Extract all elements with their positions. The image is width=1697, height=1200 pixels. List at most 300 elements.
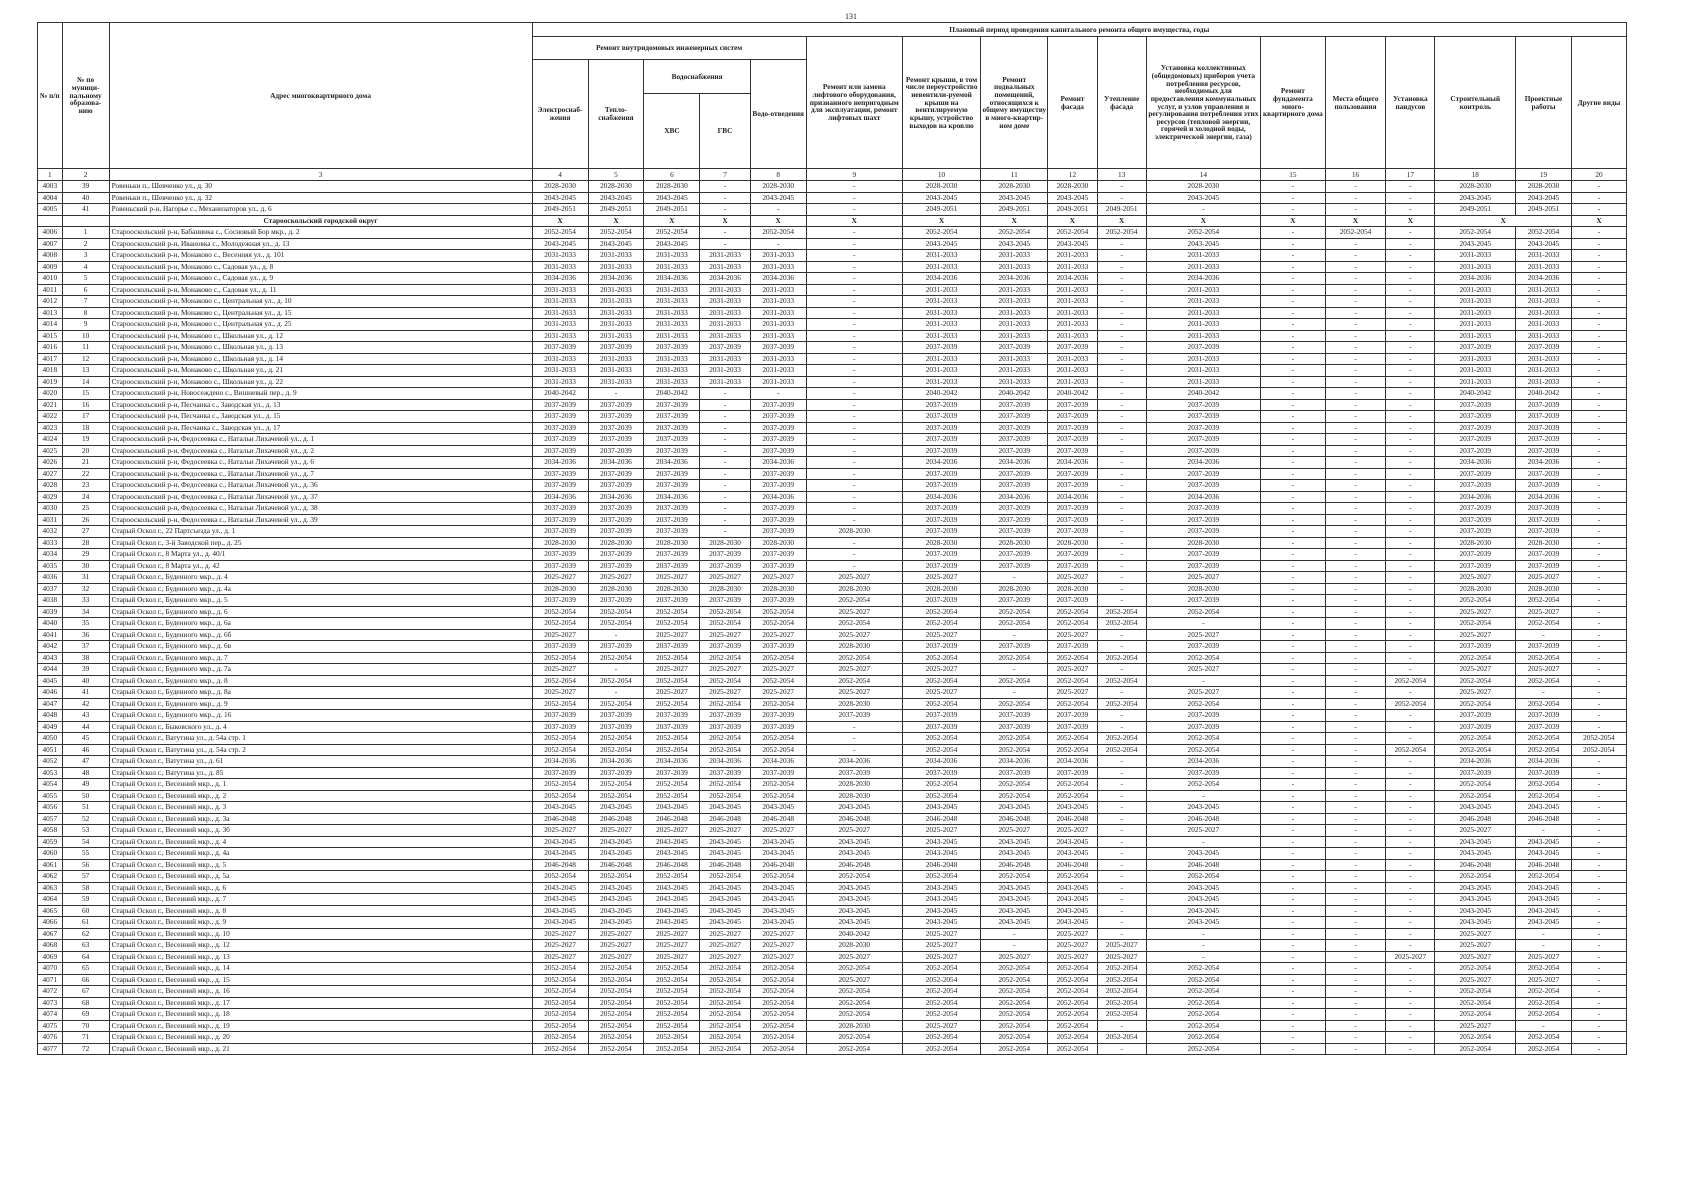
table-cell: 2043-2045 [1048, 836, 1097, 848]
table-cell: 27 [62, 526, 109, 538]
table-cell: 2031-2033 [700, 284, 750, 296]
table-cell: 2031-2033 [750, 353, 806, 365]
table-cell: 2037-2039 [981, 767, 1048, 779]
table-cell: 2037-2039 [981, 422, 1048, 434]
table-cell: 2052-2054 [750, 997, 806, 1009]
table-cell: 2037-2039 [1146, 549, 1260, 561]
table-cell: 4018 [38, 365, 63, 377]
table-cell: 2031-2033 [700, 376, 750, 388]
section-mark: X [1386, 215, 1435, 227]
table-cell: - [1097, 468, 1146, 480]
table-cell: 2031-2033 [532, 284, 588, 296]
table-cell: 2052-2054 [1048, 1009, 1097, 1021]
table-cell: 2052-2054 [750, 779, 806, 791]
table-row [38, 687, 1627, 699]
table-cell: 2052-2054 [750, 618, 806, 630]
table-cell: 2043-2045 [981, 836, 1048, 848]
table-cell: 2031-2033 [644, 319, 700, 331]
table-cell: 2052-2054 [902, 744, 980, 756]
table-row [38, 813, 1627, 825]
table-cell: 2052-2054 [700, 744, 750, 756]
table-cell: 2052-2054 [1097, 618, 1146, 630]
table-cell: 2052-2054 [588, 652, 644, 664]
table-cell: 2025-2027 [532, 664, 588, 676]
table-cell: 2031-2033 [532, 376, 588, 388]
table-cell: 2028-2030 [532, 537, 588, 549]
table-cell: 2043-2045 [532, 192, 588, 204]
table-cell: 4028 [38, 480, 63, 492]
table-cell: 2052-2054 [1435, 997, 1516, 1009]
table-cell: - [1386, 422, 1435, 434]
table-cell: 2037-2039 [700, 710, 750, 722]
table-cell: 2052-2054 [1146, 974, 1260, 986]
table-cell: - [1260, 434, 1325, 446]
table-cell: 2037-2039 [644, 721, 700, 733]
table-cell: 2043-2045 [1048, 894, 1097, 906]
table-cell: - [1097, 756, 1146, 768]
table-cell: 2025-2027 [1516, 664, 1572, 676]
table-cell: 2031-2033 [902, 353, 980, 365]
table-cell: 2031-2033 [1146, 330, 1260, 342]
table-cell: 2025-2027 [1048, 825, 1097, 837]
table-cell: 2037-2039 [1048, 411, 1097, 423]
table-cell: 2031-2033 [750, 330, 806, 342]
table-cell: - [1097, 434, 1146, 446]
table-cell: 4065 [38, 905, 63, 917]
table-cell: 2046-2048 [1516, 859, 1572, 871]
table-cell: 2025-2027 [588, 940, 644, 952]
table-cell: 2031-2033 [588, 376, 644, 388]
table-cell: 2046-2048 [1435, 813, 1516, 825]
table-cell: 2037-2039 [750, 480, 806, 492]
table-cell: - [806, 330, 902, 342]
table-cell: - [1260, 181, 1325, 193]
table-cell: - [1386, 940, 1435, 952]
table-cell: 2031-2033 [981, 376, 1048, 388]
address-cell: Старооскольский р-н, Монаково с., Садовая ул., д. 9 [109, 273, 532, 285]
table-cell: - [1260, 526, 1325, 538]
table-cell: 2034-2036 [700, 273, 750, 285]
table-cell: 52 [62, 813, 109, 825]
table-cell: 2052-2054 [1386, 698, 1435, 710]
table-cell: 2037-2039 [1048, 468, 1097, 480]
table-cell: 2025-2027 [902, 940, 980, 952]
table-cell: - [1260, 399, 1325, 411]
capital-repair-table [37, 22, 1627, 1055]
table-cell: 4073 [38, 997, 63, 1009]
table-cell: 2025-2027 [806, 974, 902, 986]
table-row [38, 871, 1627, 883]
table-cell: - [1571, 802, 1626, 814]
table-cell: 2037-2039 [981, 434, 1048, 446]
table-cell: 2034-2036 [981, 756, 1048, 768]
table-cell: 2037-2039 [1435, 411, 1516, 423]
table-cell: 2025-2027 [1435, 825, 1516, 837]
table-cell: 2052-2054 [902, 997, 980, 1009]
table-cell: 2028-2030 [750, 181, 806, 193]
table-cell: 2037-2039 [981, 445, 1048, 457]
table-cell: 2052-2054 [1146, 744, 1260, 756]
col-row-id: № п/п [38, 23, 63, 169]
table-cell: 2025-2027 [1516, 572, 1572, 584]
table-cell: 2037-2039 [700, 595, 750, 607]
table-cell: - [1325, 411, 1385, 423]
table-row [38, 675, 1627, 687]
table-cell: 2043-2045 [644, 802, 700, 814]
table-cell: - [1260, 675, 1325, 687]
table-cell: 2043-2045 [644, 848, 700, 860]
section-mark: X [981, 215, 1048, 227]
col-construction-control: Строительный контроль [1435, 37, 1516, 169]
table-cell: 2028-2030 [1146, 537, 1260, 549]
table-cell: - [806, 376, 902, 388]
table-cell: - [1571, 307, 1626, 319]
table-cell: - [1325, 250, 1385, 262]
table-cell: 2031-2033 [902, 250, 980, 262]
table-cell: 2040-2042 [1516, 388, 1572, 400]
table-row [38, 664, 1627, 676]
table-cell: 2043-2045 [750, 894, 806, 906]
table-cell: - [1386, 963, 1435, 975]
address-cell: Старооскольский р-н, Федосеевка с., Натальи Лихачевой ул., д. 36 [109, 480, 532, 492]
table-cell: 2025-2027 [644, 687, 700, 699]
table-cell: 2037-2039 [981, 560, 1048, 572]
table-cell: 2052-2054 [644, 744, 700, 756]
table-cell: 2052-2054 [532, 606, 588, 618]
table-cell: 2037-2039 [644, 480, 700, 492]
table-cell: 2037-2039 [588, 411, 644, 423]
table-cell: - [1097, 871, 1146, 883]
address-cell: Старый Оскол г., Буденного мкр., д. 4 [109, 572, 532, 584]
table-cell: - [1386, 445, 1435, 457]
table-cell: - [1325, 261, 1385, 273]
table-cell: 42 [62, 698, 109, 710]
table-cell: - [1386, 411, 1435, 423]
table-cell: 4059 [38, 836, 63, 848]
table-cell: - [1386, 307, 1435, 319]
table-cell: - [1571, 848, 1626, 860]
address-cell: Старооскольский р-н, Монаково с., Весенняя ул., д. 101 [109, 250, 532, 262]
table-cell: 2037-2039 [588, 549, 644, 561]
table-cell: 2025-2027 [532, 629, 588, 641]
table-cell: - [1571, 641, 1626, 653]
table-cell: 2037-2039 [902, 595, 980, 607]
table-cell: - [1260, 917, 1325, 929]
table-cell: 2031-2033 [1435, 353, 1516, 365]
table-cell: 2052-2054 [981, 675, 1048, 687]
table-cell: 2043-2045 [750, 802, 806, 814]
table-cell: 2043-2045 [750, 192, 806, 204]
table-cell: 28 [62, 537, 109, 549]
table-cell: 2037-2039 [750, 560, 806, 572]
table-cell: 2052-2054 [1097, 1009, 1146, 1021]
table-cell: 2052-2054 [644, 779, 700, 791]
table-cell: 2034-2036 [806, 756, 902, 768]
table-cell: 2043-2045 [902, 905, 980, 917]
table-cell: 2037-2039 [644, 445, 700, 457]
table-cell: 25 [62, 503, 109, 515]
table-cell: - [1571, 859, 1626, 871]
table-cell: - [1386, 974, 1435, 986]
table-cell: 2037-2039 [750, 514, 806, 526]
table-row [38, 192, 1627, 204]
table-cell: 2025-2027 [1435, 951, 1516, 963]
table-cell: 2031-2033 [588, 307, 644, 319]
table-cell: 2025-2027 [1048, 928, 1097, 940]
table-cell: 62 [62, 928, 109, 940]
address-cell: Старый Оскол г., Весенний мкр., д. 16 [109, 986, 532, 998]
table-cell: 2031-2033 [981, 284, 1048, 296]
table-header [38, 23, 1627, 181]
address-cell: Старый Оскол г., Весенний мкр., д. 3 [109, 802, 532, 814]
table-cell: 2034-2036 [1146, 756, 1260, 768]
table-cell: - [1260, 905, 1325, 917]
table-cell: 2052-2054 [1516, 986, 1572, 998]
table-cell: - [1516, 825, 1572, 837]
table-cell: 2037-2039 [532, 641, 588, 653]
table-cell: 2031-2033 [644, 307, 700, 319]
table-row [38, 652, 1627, 664]
table-cell: 2046-2048 [1146, 813, 1260, 825]
table-cell: 2046-2048 [588, 813, 644, 825]
table-cell: - [1325, 583, 1385, 595]
table-cell: - [1097, 330, 1146, 342]
table-cell: - [981, 928, 1048, 940]
table-cell: 2052-2054 [700, 871, 750, 883]
table-cell: - [1097, 238, 1146, 250]
table-cell: - [1571, 629, 1626, 641]
table-cell: 4052 [38, 756, 63, 768]
table-cell: - [1097, 629, 1146, 641]
table-cell: 2031-2033 [902, 296, 980, 308]
table-cell: - [1325, 894, 1385, 906]
table-cell: 2025-2027 [532, 928, 588, 940]
table-cell: - [1386, 836, 1435, 848]
column-number: 8 [750, 169, 806, 181]
table-cell: 2052-2054 [1097, 997, 1146, 1009]
section-mark: X [532, 215, 588, 227]
table-cell: - [1325, 710, 1385, 722]
table-cell: - [1097, 445, 1146, 457]
table-cell: 2052-2054 [1146, 986, 1260, 998]
table-cell: - [1325, 572, 1385, 584]
table-cell: - [1260, 871, 1325, 883]
table-cell: 4038 [38, 595, 63, 607]
table-cell: 2037-2039 [532, 342, 588, 354]
table-cell: 2031-2033 [588, 296, 644, 308]
table-cell: 2031-2033 [532, 319, 588, 331]
table-cell: - [1325, 744, 1385, 756]
table-cell: - [1325, 307, 1385, 319]
table-cell: 61 [62, 917, 109, 929]
table-cell: 2025-2027 [750, 629, 806, 641]
table-cell: - [1325, 917, 1385, 929]
table-cell: 2031-2033 [644, 261, 700, 273]
table-cell: - [1571, 825, 1626, 837]
table-cell: 2034-2036 [750, 756, 806, 768]
table-cell: - [1571, 411, 1626, 423]
table-cell: - [1260, 790, 1325, 802]
table-cell: 2037-2039 [750, 422, 806, 434]
table-cell: 2052-2054 [806, 963, 902, 975]
table-cell: - [1260, 721, 1325, 733]
table-cell: 2034-2036 [532, 756, 588, 768]
table-cell: - [806, 744, 902, 756]
table-cell: - [1571, 192, 1626, 204]
table-cell: 2043-2045 [1516, 192, 1572, 204]
table-cell: 2052-2054 [981, 779, 1048, 791]
table-cell: 2052-2054 [902, 779, 980, 791]
table-cell: 2037-2039 [1048, 514, 1097, 526]
table-cell: 2031-2033 [1048, 319, 1097, 331]
table-cell: - [1571, 767, 1626, 779]
table-cell: - [1260, 514, 1325, 526]
table-row [38, 319, 1627, 331]
table-cell: - [1571, 572, 1626, 584]
table-cell: 2031-2033 [750, 296, 806, 308]
table-cell: 2028-2030 [806, 940, 902, 952]
table-cell: 2031-2033 [1516, 353, 1572, 365]
table-cell: 2034-2036 [1435, 273, 1516, 285]
table-cell: - [750, 388, 806, 400]
table-cell: - [1097, 284, 1146, 296]
table-cell: - [1097, 411, 1146, 423]
table-cell: 2034-2036 [588, 756, 644, 768]
table-cell: 31 [62, 572, 109, 584]
table-cell: 2043-2045 [700, 848, 750, 860]
table-row [38, 894, 1627, 906]
table-cell: 2037-2039 [532, 503, 588, 515]
table-cell: 2037-2039 [1146, 560, 1260, 572]
table-cell: 2025-2027 [1146, 572, 1260, 584]
table-cell: - [1571, 917, 1626, 929]
table-cell: 2031-2033 [644, 330, 700, 342]
col-foundation: Ремонт фундамента много-квартирного дома [1260, 37, 1325, 169]
table-cell: 2037-2039 [750, 526, 806, 538]
table-cell: 2037-2039 [532, 549, 588, 561]
table-cell: 2052-2054 [588, 698, 644, 710]
table-cell: - [806, 388, 902, 400]
table-cell: - [1325, 181, 1385, 193]
table-cell: 2037-2039 [1146, 767, 1260, 779]
table-cell: 2043-2045 [1516, 905, 1572, 917]
table-cell: 2025-2027 [700, 825, 750, 837]
table-cell: 2052-2054 [750, 1032, 806, 1044]
table-cell: 2031-2033 [644, 250, 700, 262]
table-cell: - [806, 491, 902, 503]
table-cell: 2052-2054 [1097, 675, 1146, 687]
address-cell: Старый Оскол г., Буденного мкр., д. 8а [109, 687, 532, 699]
address-cell: Старый Оскол г., Весенний мкр., д. 17 [109, 997, 532, 1009]
table-cell: - [806, 181, 902, 193]
table-cell: 2037-2039 [981, 526, 1048, 538]
table-cell: - [700, 181, 750, 193]
table-cell: 2037-2039 [1435, 560, 1516, 572]
table-cell: 2031-2033 [1435, 250, 1516, 262]
table-cell: 2031-2033 [1516, 296, 1572, 308]
table-cell: 2052-2054 [644, 618, 700, 630]
table-row [38, 514, 1627, 526]
table-cell: 2031-2033 [1146, 307, 1260, 319]
address-cell: Старооскольский р-н, Монаково с., Школьная ул., д. 12 [109, 330, 532, 342]
table-cell: 2025-2027 [806, 606, 902, 618]
address-cell: Старооскольский р-н, Монаково с., Садовая ул., д. 11 [109, 284, 532, 296]
table-cell: 60 [62, 905, 109, 917]
table-cell: 2031-2033 [700, 296, 750, 308]
table-cell: 2028-2030 [644, 181, 700, 193]
table-cell: 2052-2054 [1571, 733, 1626, 745]
table-cell: - [1386, 733, 1435, 745]
table-cell: - [1325, 457, 1385, 469]
table-cell: - [700, 399, 750, 411]
table-cell: - [1260, 1043, 1325, 1055]
table-cell: 2046-2048 [1048, 813, 1097, 825]
table-cell: - [1260, 572, 1325, 584]
table-cell: - [806, 399, 902, 411]
table-cell: - [1571, 549, 1626, 561]
table-row [38, 342, 1627, 354]
table-cell: 2052-2054 [902, 675, 980, 687]
table-cell: - [1097, 273, 1146, 285]
table-cell: 2031-2033 [1516, 376, 1572, 388]
table-cell: 2028-2030 [902, 181, 980, 193]
table-row [38, 572, 1627, 584]
column-number: 13 [1097, 169, 1146, 181]
table-cell: 2052-2054 [981, 733, 1048, 745]
table-cell: 2028-2030 [902, 583, 980, 595]
table-cell: 4067 [38, 928, 63, 940]
table-cell: 2037-2039 [1146, 399, 1260, 411]
table-cell: 2037-2039 [588, 342, 644, 354]
table-cell: 2052-2054 [806, 997, 902, 1009]
table-cell: 2040-2042 [1048, 388, 1097, 400]
column-number: 6 [644, 169, 700, 181]
table-cell: - [1325, 1020, 1385, 1032]
table-cell: 2034-2036 [644, 273, 700, 285]
page-number: 131 [845, 12, 857, 21]
address-cell: Старый Оскол г., Весенний мкр., д. 14 [109, 963, 532, 975]
table-cell: - [1097, 721, 1146, 733]
table-cell: 2025-2027 [981, 825, 1048, 837]
table-cell: 2043-2045 [700, 905, 750, 917]
table-cell: 2037-2039 [1146, 721, 1260, 733]
table-cell: 2043-2045 [981, 882, 1048, 894]
table-cell: 2052-2054 [644, 986, 700, 998]
table-cell: 2025-2027 [1097, 940, 1146, 952]
table-cell: 2043-2045 [532, 802, 588, 814]
table-cell: 2043-2045 [532, 848, 588, 860]
table-row [38, 836, 1627, 848]
table-cell: - [1325, 652, 1385, 664]
table-cell: 2031-2033 [1048, 365, 1097, 377]
table-row [38, 825, 1627, 837]
table-cell: 2037-2039 [902, 399, 980, 411]
table-cell: - [1325, 606, 1385, 618]
table-cell: 2043-2045 [1516, 836, 1572, 848]
table-cell: 2037-2039 [1435, 767, 1516, 779]
table-cell: - [1386, 802, 1435, 814]
table-cell: 2034-2036 [902, 491, 980, 503]
table-row [38, 905, 1627, 917]
table-cell: 4010 [38, 273, 63, 285]
table-cell: - [1260, 687, 1325, 699]
table-cell: 2025-2027 [588, 951, 644, 963]
table-cell: - [1325, 1043, 1385, 1055]
table-cell: - [1571, 273, 1626, 285]
table-cell: 2052-2054 [981, 606, 1048, 618]
table-cell: 2052-2054 [1516, 871, 1572, 883]
table-cell: 2046-2048 [700, 813, 750, 825]
